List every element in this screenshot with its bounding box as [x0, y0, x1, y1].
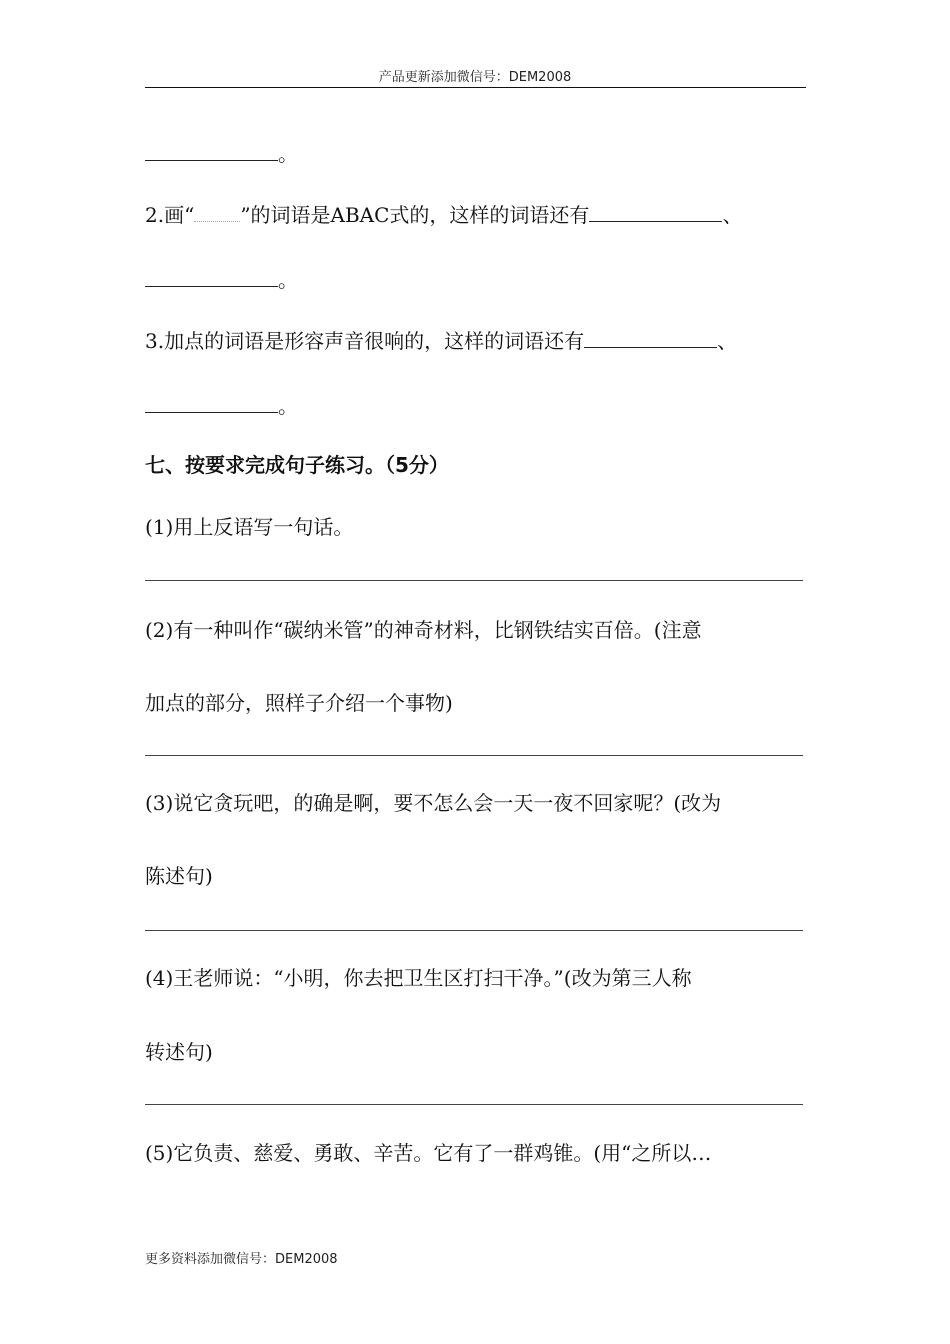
answer-line-item-1[interactable]: [145, 580, 803, 581]
fill-blank[interactable]: [145, 266, 278, 287]
item-3-line-1: (3)说它贪玩吧，的确是啊，要不怎么会一天一夜不回家呢？(改为: [145, 791, 722, 815]
answer-line-item-2[interactable]: [145, 755, 803, 756]
item-3-line-2: 陈述句): [145, 864, 213, 888]
item-4-line-1: (4)王老师说：“小明，你去把卫生区打扫干净。”(改为第三人称: [145, 966, 692, 990]
item-1: (1)用上反语写一句话。: [145, 515, 354, 539]
item-2-line-1: (2)有一种叫作“碳纳米管”的神奇材料，比钢铁结实百倍。(注意: [145, 618, 702, 642]
fill-blank[interactable]: [584, 327, 717, 348]
question-3: 3.加点的词语是形容声音很响的，这样的词语还有 、: [145, 329, 738, 353]
page-header: 产品更新添加微信号：DEM2008: [378, 70, 572, 85]
fill-blank[interactable]: [145, 140, 278, 161]
item-2-line-2: 加点的部分，照样子介绍一个事物): [145, 691, 453, 715]
fill-blank[interactable]: [145, 392, 278, 413]
fill-blank[interactable]: [589, 201, 722, 222]
question-3-cont: 。: [145, 392, 298, 419]
question-2-cont: 。: [145, 266, 298, 293]
answer-line-1: 。: [145, 140, 298, 167]
item-5-line-1: (5)它负责、慈爱、勇敢、辛苦。它有了一群鸡锥。(用“之所以…: [145, 1141, 712, 1165]
answer-line-item-3[interactable]: [145, 930, 803, 931]
answer-line-item-4[interactable]: [145, 1104, 803, 1105]
wavy-underline-mark: [194, 201, 240, 222]
header-divider: [145, 87, 806, 88]
item-4-line-2: 转述句): [145, 1040, 213, 1064]
page-footer: 更多资料添加微信号：DEM2008: [145, 1252, 338, 1267]
question-2: 2.画“ ”的词语是ABAC式的，这样的词语还有 、: [145, 203, 743, 227]
section-7-title: 七、按要求完成句子练习。（5分）: [145, 453, 449, 477]
